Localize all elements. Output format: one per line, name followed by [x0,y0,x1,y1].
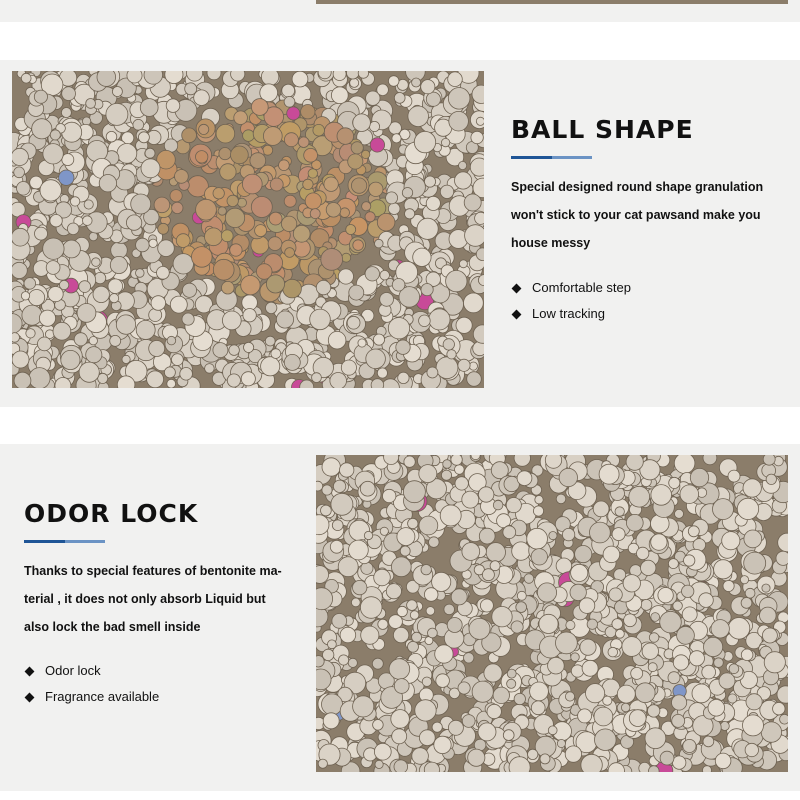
ball-shape-features [511,275,631,327]
diamond-bullet-icon [25,692,35,702]
title-underline [24,540,105,543]
ball-shape-photo [12,71,484,388]
list-item: Odor lock [24,658,159,684]
list-item: Comfortable step [511,275,631,301]
odor-lock-title: ODOR LOCK [24,499,199,528]
ball-shape-title: BALL SHAPE [511,115,694,144]
odor-lock-photo [316,455,788,772]
diamond-bullet-icon [25,666,35,676]
title-underline [511,156,592,159]
ball-shape-description: Special designed round shape granulation won't stick to your cat pawsand make you house messy [511,180,764,250]
list-item: Low tracking [511,301,631,327]
list-item: Fragrance available [24,684,159,710]
top-product-photo [316,0,788,4]
diamond-bullet-icon [512,283,522,293]
odor-lock-features [24,658,159,710]
odor-lock-description: Thanks to special features of bentonite ma- terial , it does not only absorb Liquid but also lock the bad smell inside [24,564,282,634]
diamond-bullet-icon [512,309,522,319]
